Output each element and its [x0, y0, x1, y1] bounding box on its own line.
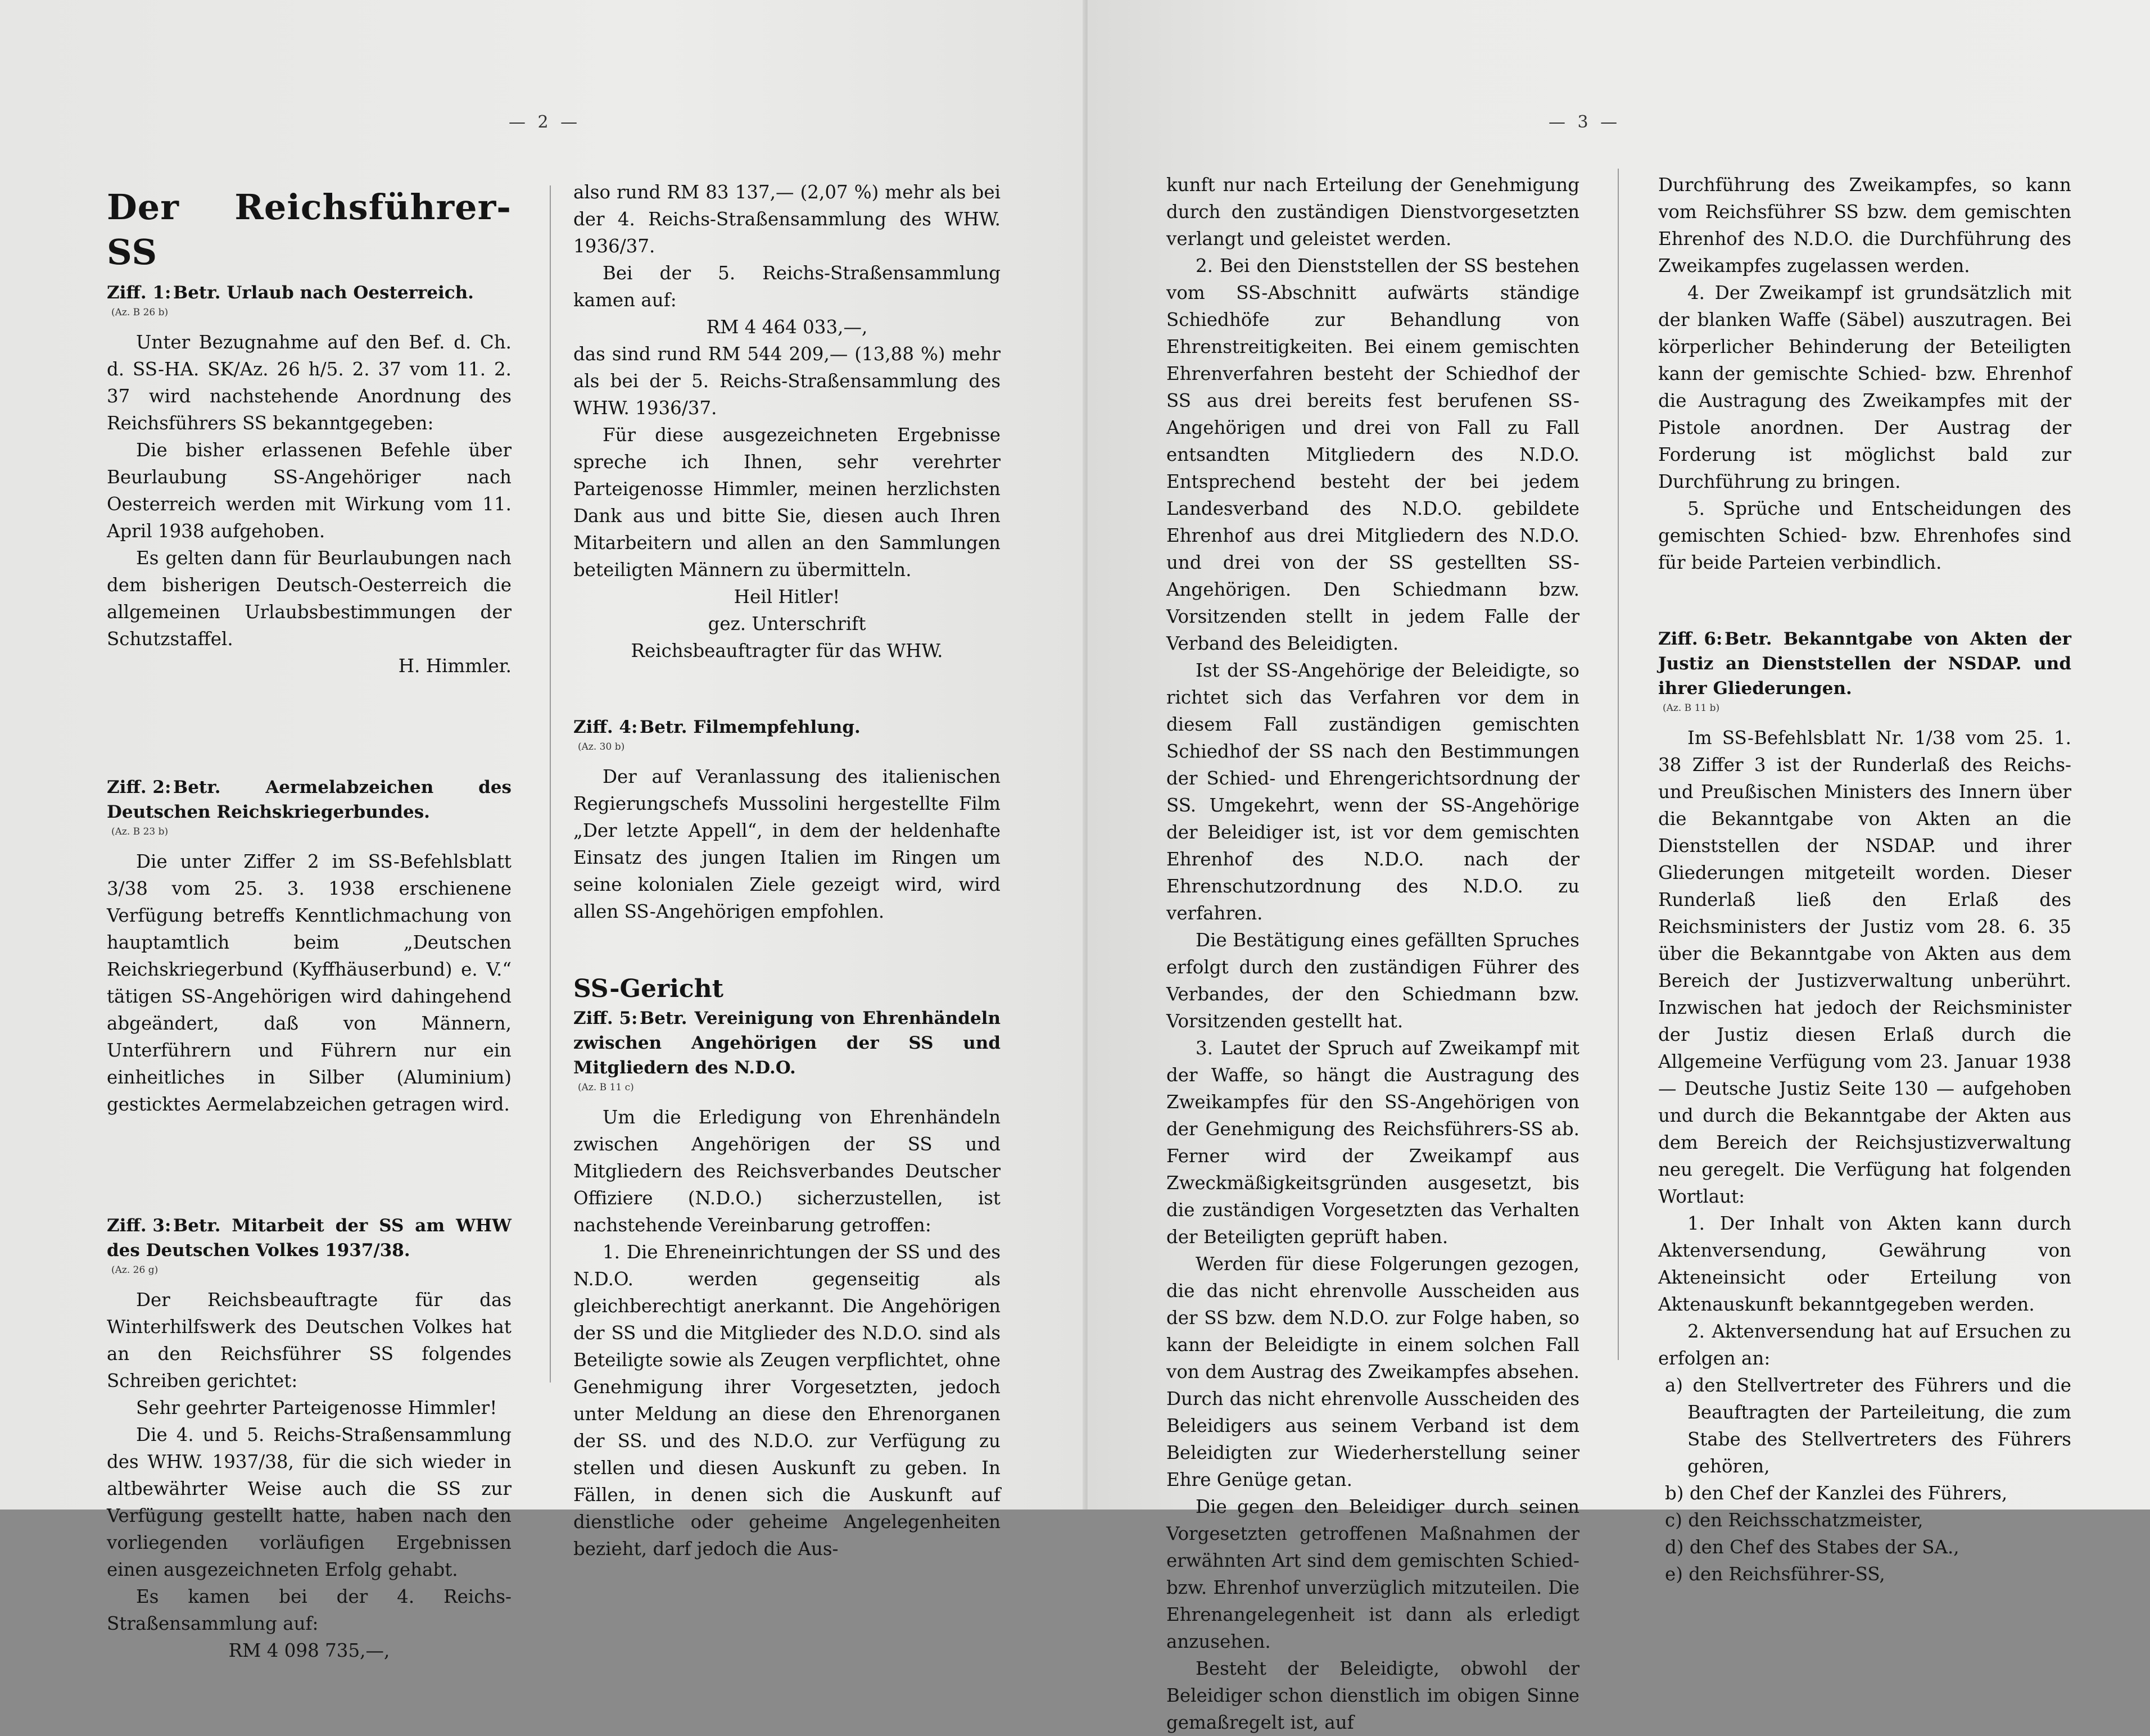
right-page	[1088, 0, 2150, 1733]
paragraph: Ist der SS-Angehörige der Beleidigte, so richtet sich das Verfahren vor dem in diesem Fall zuständigen gemischten Schiedhof der SS nach den Bestimmungen der Schied- und Ehrengerichtsordnung der SS. Umgekehrt, wenn der SS-Angehörige der Beleidiger ist, ist vor dem gemischten Ehrenhof des N.D.O. nach der Ehrenschutzordnung des N.D.O. zu verfahren.	[1166, 660, 1579, 924]
paragraph: 2. Bei den Dienststellen der SS bestehen vom SS-Abschnitt aufwärts ständige Schiedhöfe zur Behandlung von Ehrenstreitigkeiten. Bei einem gemischten Ehrenverfahren besteht der Schiedhof der SS aus drei bereits fest berufenen SS-Angehörigen und drei von Fall zu Fall entsandten Mitgliedern des N.D.O. Entsprechend besteht der bei jedem Landesverband des N.D.O. gebildete Ehrenhof aus drei Mitgliedern des N.D.O. und drei von der SS gestellten SS-Angehörigen. Den Schiedmann bzw. Vorsitzenden stellt in jedem Falle der Verband des Beleidigten.	[1166, 255, 1579, 654]
item-ziff-3	[107, 1213, 512, 1664]
column-divider	[1618, 169, 1619, 1360]
ziff-label: Ziff. 3:	[107, 1216, 171, 1236]
paragraph: Der auf Veranlassung des italienischen Regierungschefs Mussolini hergestellte Film „Der letzte Appell“, in dem der heldenhafte Einsatz des jungen Italien im Ringen um seine kolonialen Ziele gezeigt wird, wird allen SS-Angehörigen empfohlen.	[573, 766, 1001, 922]
file-reference: (Az. 26 g)	[111, 1264, 159, 1276]
file-reference: (Az. B 23 b)	[111, 826, 169, 837]
column-4	[1658, 171, 2071, 1588]
item-ziff-1	[107, 280, 512, 679]
paragraph: Die unter Ziffer 2 im SS-Befehlsblatt 3/38 vom 25. 3. 1938 erschienene Verfügung betreffs Kenntlichmachung von hauptamtlich beim „Deutschen Reichskriegerbund (Kyffhäuserbund) e. V.“ tätigen SS-Angehörigen wird dahingehend abgeändert, daß von Männern, Unterführern und Führern nur ein einheitliches in Silber (Aluminium) gesticktes Aermelabzeichen getragen wird.	[107, 851, 512, 1115]
paragraph: 1. Der Inhalt von Akten kann durch Aktenversendung, Gewährung von Akteneinsicht oder Erteilung von Aktenauskunft bekanntgegeben werden.	[1658, 1213, 2071, 1315]
file-reference: (Az. B 11 c)	[578, 1082, 634, 1093]
ziff-label: Ziff. 1:	[107, 283, 171, 303]
column-1	[107, 171, 512, 1664]
paragraph: Es kamen bei der 4. Reichs-Straßensammlung auf:	[107, 1586, 512, 1634]
paragraph: Der Reichsbeauftragte für das Winterhilfswerk des Deutschen Volkes hat an den Reichsführer SS folgendes Schreiben gerichtet:	[107, 1289, 512, 1391]
ziff-title: Betr. Bekanntgabe von Akten der Justiz an Dienststellen der NSDAP. und ihrer Gliederungen.	[1658, 629, 2071, 699]
paragraph: Die gegen den Beleidiger durch seinen Vorgesetzten getroffenen Maßnahmen der erwähnten Art sind dem gemischten Schied- bzw. Ehrenhof unverzüglich mitzuteilen. Die Ehrenangelegenheit ist dann als erledigt anzusehen.	[1166, 1496, 1579, 1652]
column-divider	[550, 185, 551, 1383]
paragraph: Bei der 5. Reichs-Straßensammlung kamen auf:	[573, 262, 1001, 311]
paragraph: Unter Bezugnahme auf den Bef. d. Ch. d. SS-HA. SK/Az. 26 h/5. 2. 37 vom 11. 2. 37 wird nachstehende Anordnung des Reichsführers SS bekanntgegeben:	[107, 332, 512, 434]
ziff-label: Ziff. 5:	[573, 1008, 638, 1028]
paragraph: also rund RM 83 137,— (2,07 %) mehr als bei der 4. Reichs-Straßensammlung des WHW. 1936/37.	[573, 182, 1001, 257]
paragraph: Durchführung des Zweikampfes, so kann vom Reichsführer SS bzw. dem gemischten Ehrenhof des N.D.O. die Durchführung des Zweikampfes zugelassen werden.	[1658, 174, 2071, 277]
amount: RM 4 464 033,—,	[706, 316, 868, 338]
ziff-heading	[573, 715, 1001, 740]
item-ziff-6	[1658, 627, 2071, 1588]
ziff-heading	[573, 1006, 1001, 1080]
page-number: — 3 —	[1549, 112, 1621, 132]
closing: Heil Hitler!	[734, 586, 840, 608]
signature: H. Himmler.	[398, 655, 512, 677]
paragraph: 5. Sprüche und Entscheidungen des gemischten Schied- bzw. Ehrenhofes sind für beide Parteien verbindlich.	[1658, 498, 2071, 573]
paragraph: kunft nur nach Erteilung der Genehmigung durch den zuständigen Dienstvorgesetzten verlangt und geleistet werden.	[1166, 174, 1579, 250]
ziff-label: Ziff. 6:	[1658, 629, 1723, 649]
list-item: c) den Reichsschatzmeister,	[1665, 1510, 1923, 1531]
masthead-title: Der Reichsführer-SS	[107, 187, 512, 273]
item-ziff-4	[573, 715, 1001, 925]
list-item: d) den Chef des Stabes der SA.,	[1665, 1536, 1959, 1558]
ziff-title: Betr. Filmempfehlung.	[640, 717, 861, 737]
section-heading: SS-Gericht	[573, 974, 724, 1003]
paragraph: Es gelten dann für Beurlaubungen nach dem bisherigen Deutsch-Oesterreich die allgemeinen Urlaubsbestimmungen der Schutzstaffel.	[107, 547, 512, 650]
signatory-title: Reichsbeauftragter für das WHW.	[631, 640, 943, 661]
file-reference: (Az. B 11 b)	[1663, 702, 1720, 714]
file-reference: (Az. B 26 b)	[111, 307, 169, 318]
list-item: e) den Reichsführer-SS,	[1665, 1563, 1885, 1585]
paragraph: 1. Die Ehreneinrichtungen der SS und des N.D.O. werden gegenseitig als gleichberechtigt anerkannt. Die Angehörigen der SS und die Mitglieder des N.D.O. sind als Beteiligte sowie als Zeugen verpflichtet, ohne Genehmigung ihrer Vorgesetzten, jedoch unter Meldung an diese den Ehrenorganen der SS. und des N.D.O. zur Verfügung zu stellen und diesen Auskunft zu geben. In Fällen, in denen sich die Auskunft auf dienstliche oder geheime Angelegenheiten bezieht, darf jedoch die Aus-	[573, 1241, 1001, 1560]
paragraph: Die 4. und 5. Reichs-Straßensammlung des WHW. 1937/38, für die sich wieder in altbewährter Weise auch die SS zur Verfügung gestellt hatte, haben nach den vorliegenden vorläufigen Ergebnissen einen ausgezeichneten Erfolg gehabt.	[107, 1424, 512, 1580]
item-ziff-2	[107, 775, 512, 1118]
item-ziff-5	[573, 1006, 1001, 1562]
paragraph: 2. Aktenversendung hat auf Ersuchen zu erfolgen an:	[1658, 1321, 2071, 1369]
ziff-label: Ziff. 2:	[107, 777, 171, 797]
paragraph: 4. Der Zweikampf ist grundsätzlich mit der blanken Waffe (Säbel) auszutragen. Bei körperlicher Behinderung der Beteiligten kann der gemischte Schied- bzw. Ehrenhof die Austragung des Zweikampfes mit der Pistole anordnen. Der Austrag der Forderung ist möglichst bald zur Durchführung zu bringen.	[1658, 282, 2071, 492]
ziff-title: Betr. Vereinigung von Ehrenhändeln zwischen Angehörigen der SS und Mitgliedern des N.D.O.	[573, 1008, 1001, 1078]
list-item: b) den Chef der Kanzlei des Führers,	[1665, 1483, 2008, 1504]
paragraph: Um die Erledigung von Ehrenhändeln zwischen Angehörigen der SS und Mitgliedern des Reichsverbandes Deutscher Offiziere (N.D.O.) sicherzustellen, ist nachstehende Vereinbarung getroffen:	[573, 1107, 1001, 1236]
page-number: — 2 —	[509, 112, 581, 132]
paragraph: das sind rund RM 544 209,— (13,88 %) mehr als bei der 5. Reichs-Straßensammlung des WHW. 1936/37.	[573, 343, 1001, 419]
paragraph: Die bisher erlassenen Befehle über Beurlaubung SS-Angehöriger nach Oesterreich werden mit Wirkung vom 11. April 1938 aufgehoben.	[107, 439, 512, 542]
paragraph: Besteht der Beleidigte, obwohl der Beleidiger schon dienstlich im obigen Sinne gemaßregelt ist, auf	[1166, 1658, 1579, 1733]
ziff-title: Betr. Urlaub nach Oesterreich.	[173, 283, 474, 303]
salutation: Sehr geehrter Parteigenosse Himmler!	[136, 1397, 497, 1418]
ziff-label: Ziff. 4:	[573, 717, 638, 737]
left-page	[0, 0, 1088, 1661]
ziff-heading	[107, 1213, 512, 1263]
file-reference: (Az. 30 b)	[578, 741, 625, 753]
column-2	[573, 179, 1001, 1562]
ziff-title: Betr. Aermelabzeichen des Deutschen Reichskriegerbundes.	[107, 777, 512, 822]
paragraph: 3. Lautet der Spruch auf Zweikampf mit der Waffe, so hängt die Austragung des Zweikampfes für den SS-Angehörigen von der Genehmigung des Reichsführers-SS ab. Ferner wird der Zweikampf aus Zweckmäßigkeitsgründen ausgesetzt, bis die zuständigen Vorgesetzten das Verhalten der Beteiligten geprüft haben.	[1166, 1037, 1579, 1248]
paragraph: Werden für diese Folgerungen gezogen, die das nicht ehrenvolle Ausscheiden aus der SS bzw. dem N.D.O. zur Folge haben, so kann der Beleidigte in einem solchen Fall von dem Austrag des Zweikampfes absehen. Durch das nicht ehrenvolle Ausscheiden des Beleidigers aus seinem Verband ist dem Beleidigten zur Wiederherstellung seiner Ehre Genüge getan.	[1166, 1253, 1579, 1490]
signature: gez. Unterschrift	[708, 613, 866, 634]
paragraph: Im SS-Befehlsblatt Nr. 1/38 vom 25. 1. 38 Ziffer 3 ist der Runderlaß des Reichs- und Preußischen Ministers des Innern über die Bekanntgabe von Akten an die Dienststellen der NSDAP. und ihrer Gliederungen mitgeteilt worden. Dieser Runderlaß ließ den Erlaß des Reichsministers der Justiz vom 28. 6. 35 über die Bekanntgabe von Akten aus dem Bereich der Justizverwaltung unberührt. Inzwischen hat jedoch der Reichsminister der Justiz diesen Erlaß durch die Allgemeine Verfügung vom 23. Januar 1938 — Deutsche Justiz Seite 130 — aufgehoben und durch die Bekanntgabe der Akten aus dem Bereich der Reichsjustizverwaltung neu geregelt. Die Verfügung hat folgenden Wortlaut:	[1658, 727, 2071, 1207]
list-item: a) den Stellvertreter des Führers und die Beauftragten der Parteileitung, die zum Stabe des Stellvertreters des Führers gehören,	[1665, 1375, 2071, 1477]
amount: RM 4 098 735,—,	[228, 1640, 390, 1661]
column-3	[1166, 171, 1579, 1736]
paragraph: Die Bestätigung eines gefällten Spruches erfolgt durch den zuständigen Führer des Verbandes, der den Schiedmann bzw. Vorsitzenden gestellt hat.	[1166, 930, 1579, 1032]
ziff-heading	[107, 775, 512, 824]
ziff-title: Betr. Mitarbeit der SS am WHW des Deutschen Volkes 1937/38.	[107, 1216, 512, 1261]
paragraph: Für diese ausgezeichneten Ergebnisse spreche ich Ihnen, sehr verehrter Parteigenosse Himmler, meinen herzlichsten Dank aus und bitte Sie, diesen auch Ihren Mitarbeitern und allen an den Sammlungen beteiligten Männern zu übermitteln.	[573, 424, 1001, 581]
ziff-heading	[1658, 627, 2071, 701]
ziff-heading	[107, 280, 512, 305]
